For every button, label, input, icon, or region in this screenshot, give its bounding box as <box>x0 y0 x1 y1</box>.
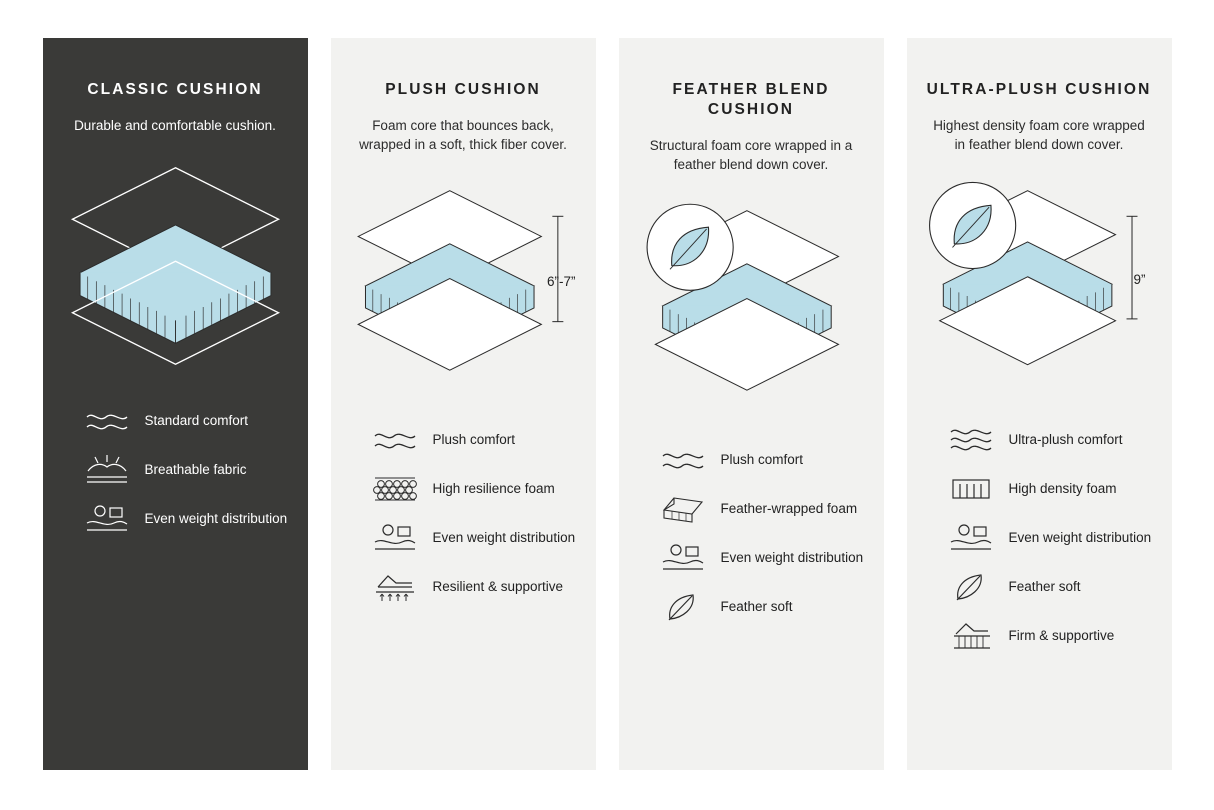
cushion-layers-diagram <box>349 166 578 404</box>
feature-label: Feather soft <box>720 599 793 614</box>
dimension-label: 6”-7” <box>546 274 576 289</box>
feature-item <box>83 401 290 441</box>
feature-label: Even weight distribution <box>432 530 576 545</box>
waves-icon <box>83 403 131 439</box>
card-description: Durable and comfortable cushion. <box>74 118 276 133</box>
feature-item <box>659 538 866 578</box>
card-title: ULTRA-PLUSH CUSHION <box>926 81 1152 98</box>
even-weight-icon <box>371 520 419 556</box>
feature-label: High density foam <box>1008 481 1117 496</box>
leaf-badge <box>647 204 733 290</box>
cushion-layers-diagram <box>637 186 866 424</box>
leaf-badge <box>929 182 1015 268</box>
waves-icon <box>371 422 419 458</box>
card-description: Foam core that bounces back, wrapped in a soft, thick fiber cover. <box>359 118 567 152</box>
feature-list <box>61 401 290 539</box>
even-weight-icon <box>947 520 995 556</box>
feature-label: Ultra-plush comfort <box>1008 432 1123 447</box>
feature-item <box>659 440 866 480</box>
cushion-card-plush <box>331 38 596 770</box>
feature-label: Even weight distribution <box>1008 530 1152 545</box>
feature-label: Plush comfort <box>720 452 804 467</box>
card-description: Structural foam core wrapped in a feather blend down cover. <box>649 138 853 172</box>
feature-label: Resilient & supportive <box>432 579 564 594</box>
feature-list <box>349 420 578 607</box>
cushion-layers-diagram <box>61 147 290 385</box>
feature-item <box>83 450 290 490</box>
feature-item <box>659 489 866 529</box>
cushion-card-feather-blend <box>619 38 884 770</box>
feature-label: Breathable fabric <box>144 462 247 477</box>
honeycomb-foam-icon <box>371 471 419 507</box>
feature-label: High resilience foam <box>432 481 555 496</box>
cushion-layers-diagram <box>925 166 1154 404</box>
feature-label: Standard comfort <box>144 413 249 428</box>
breathable-fabric-icon <box>83 452 131 488</box>
feather-wrapped-foam-icon <box>659 491 707 527</box>
feature-item <box>371 567 578 607</box>
even-weight-icon <box>659 540 707 576</box>
feature-label: Feather-wrapped foam <box>720 501 858 516</box>
feature-item <box>371 518 578 558</box>
feather-icon <box>659 589 707 625</box>
feature-item <box>83 499 290 539</box>
feature-label: Firm & supportive <box>1008 628 1115 643</box>
dimension-label: 9” <box>1133 272 1146 287</box>
card-description: Highest density foam core wrapped in feather blend down cover. <box>933 118 1145 152</box>
feature-item <box>371 420 578 460</box>
feature-label: Even weight distribution <box>720 550 864 565</box>
card-title: PLUSH CUSHION <box>385 81 541 98</box>
waves-icon <box>947 422 995 458</box>
card-title: CLASSIC CUSHION <box>87 81 263 98</box>
even-weight-icon <box>83 501 131 537</box>
feature-item <box>947 567 1154 607</box>
cushion-card-ultra-plush <box>907 38 1172 770</box>
feature-label: Feather soft <box>1008 579 1081 594</box>
firm-support-icon <box>947 618 995 654</box>
waves-icon <box>659 442 707 478</box>
feature-item <box>947 518 1154 558</box>
feature-item <box>947 469 1154 509</box>
density-foam-icon <box>947 471 995 507</box>
card-title: FEATHER BLEND CUSHION <box>672 81 830 118</box>
feature-item <box>947 420 1154 460</box>
cushion-card-classic <box>43 38 308 770</box>
feature-label: Plush comfort <box>432 432 516 447</box>
feature-item <box>947 616 1154 656</box>
feather-icon <box>947 569 995 605</box>
feature-list <box>637 440 866 627</box>
feature-list <box>925 420 1154 656</box>
feature-item <box>371 469 578 509</box>
feature-item <box>659 587 866 627</box>
feature-label: Even weight distribution <box>144 511 288 526</box>
resilient-support-icon <box>371 569 419 605</box>
